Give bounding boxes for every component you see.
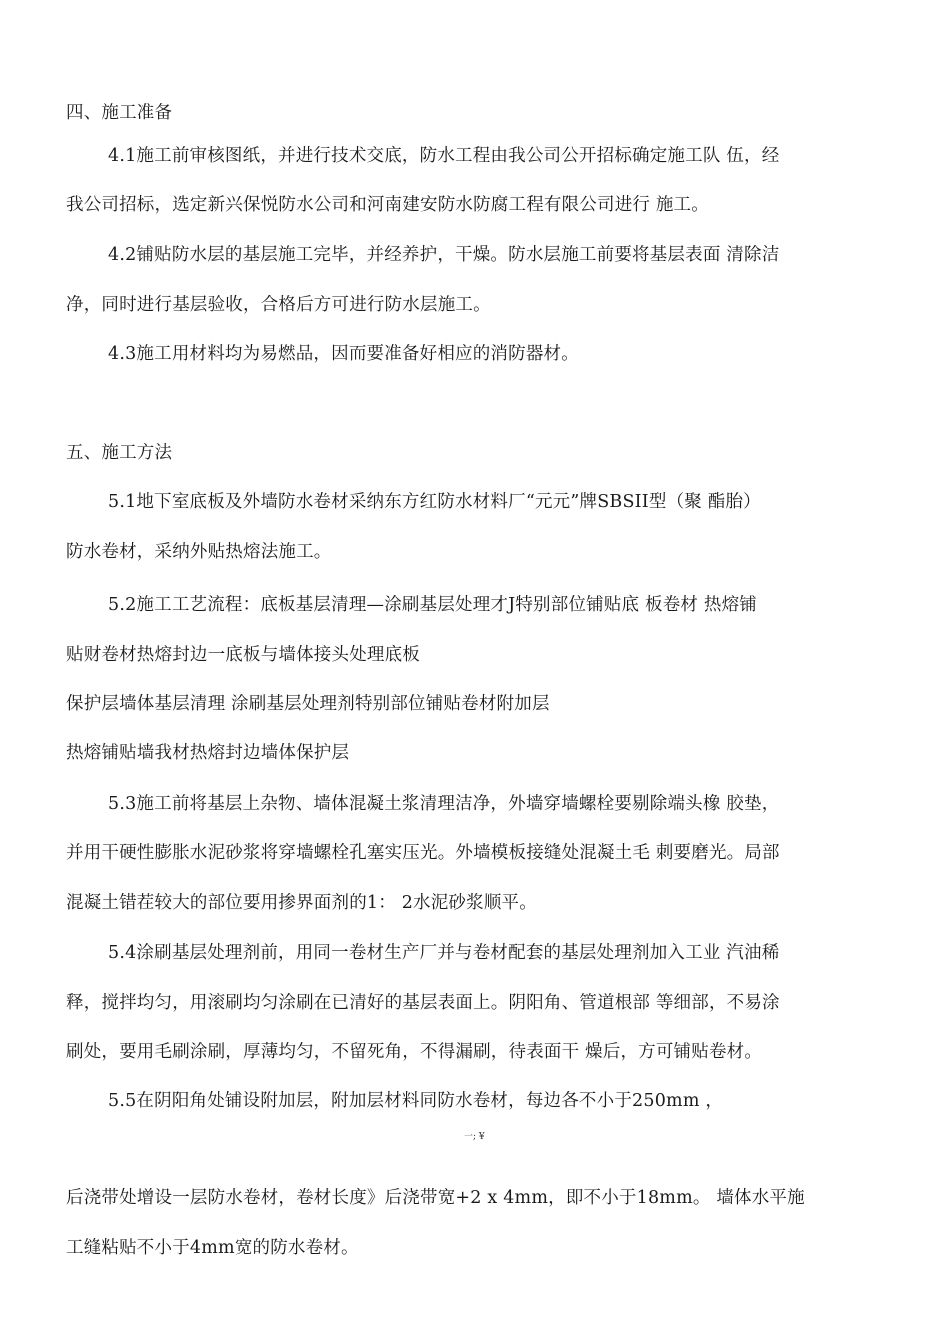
paragraph-line: 5.1地下室底板及外墙防水卷材采纳东方红防水材料厂“元元”牌SBSII型（聚 酯胎） xyxy=(108,492,761,512)
paragraph-line: 并用干硬性膨胀水泥砂浆将穿墙螺栓孔塞实压光。外墙模板接缝处混凝土毛 刺要磨光。局部 xyxy=(66,843,780,863)
section-heading: 五、施工方法 xyxy=(66,443,173,463)
paragraph-line: 保护层墙体基层清理 涂刷基层处理剂特别部位铺贴卷材附加层 xyxy=(66,694,550,714)
paragraph-line: 贴财卷材热熔封边一底板与墙体接头处理底板 xyxy=(66,645,420,665)
paragraph-line: 刷处，要用毛刷涂刷，厚薄均匀，不留死角，不得漏刷，待表面干 燥后，方可铺贴卷材。 xyxy=(66,1042,763,1062)
paragraph-line: 净，同时进行基层验收，合格后方可进行防水层施工。 xyxy=(66,295,491,315)
inline-mark: 一; ¥ xyxy=(464,1132,485,1142)
section-heading: 四、施工准备 xyxy=(66,103,173,123)
paragraph-line: 5.4涂刷基层处理剂前，用同一卷材生产厂并与卷材配套的基层处理剂加入工业 汽油稀 xyxy=(108,943,780,963)
paragraph-line: 热熔铺贴墙我材热熔封边墙体保护层 xyxy=(66,743,350,763)
paragraph-line: 5.2施工工艺流程：底板基层清理—涂刷基层处理才J特别部位铺贴底 板卷材 热熔铺 xyxy=(108,595,757,615)
paragraph-line: 工缝粘贴不小于4mm宽的防水卷材。 xyxy=(66,1238,359,1258)
paragraph-line: 4.3施工用材料均为易燃品，因而要准备好相应的消防器材。 xyxy=(108,344,579,364)
paragraph-line: 释，搅拌均匀，用滚刷均匀涂刷在已清好的基层表面上。阴阳角、管道根部 等细部，不易涂 xyxy=(66,993,780,1013)
paragraph-line: 4.2铺贴防水层的基层施工完毕，并经养护，干燥。防水层施工前要将基层表面 清除洁 xyxy=(108,245,780,265)
paragraph-line: 防水卷材，采纳外贴热熔法施工。 xyxy=(66,542,332,562)
paragraph-line: 后浇带处增设一层防水卷材，卷材长度》后浇带宽+2 x 4mm，即不小于18mm。 墙体水平施 xyxy=(66,1188,805,1208)
paragraph-line: 我公司招标，选定新兴保悦防水公司和河南建安防水防腐工程有限公司进行 施工。 xyxy=(66,195,709,215)
paragraph-line: 5.3施工前将基层上杂物、墙体混凝土浆清理洁净，外墙穿墙螺栓要剔除端头橡 胶垫， xyxy=(108,794,780,814)
paragraph-line: 4.1施工前审核图纸，并进行技术交底，防水工程由我公司公开招标确定施工队 伍，经 xyxy=(108,146,780,166)
paragraph-line: 5.5在阴阳角处铺设附加层，附加层材料同防水卷材，每边各不小于250mm ， xyxy=(108,1091,724,1111)
paragraph-line: 混凝土错茬较大的部位要用掺界面剂的1： 2水泥砂浆顺平。 xyxy=(66,893,537,913)
